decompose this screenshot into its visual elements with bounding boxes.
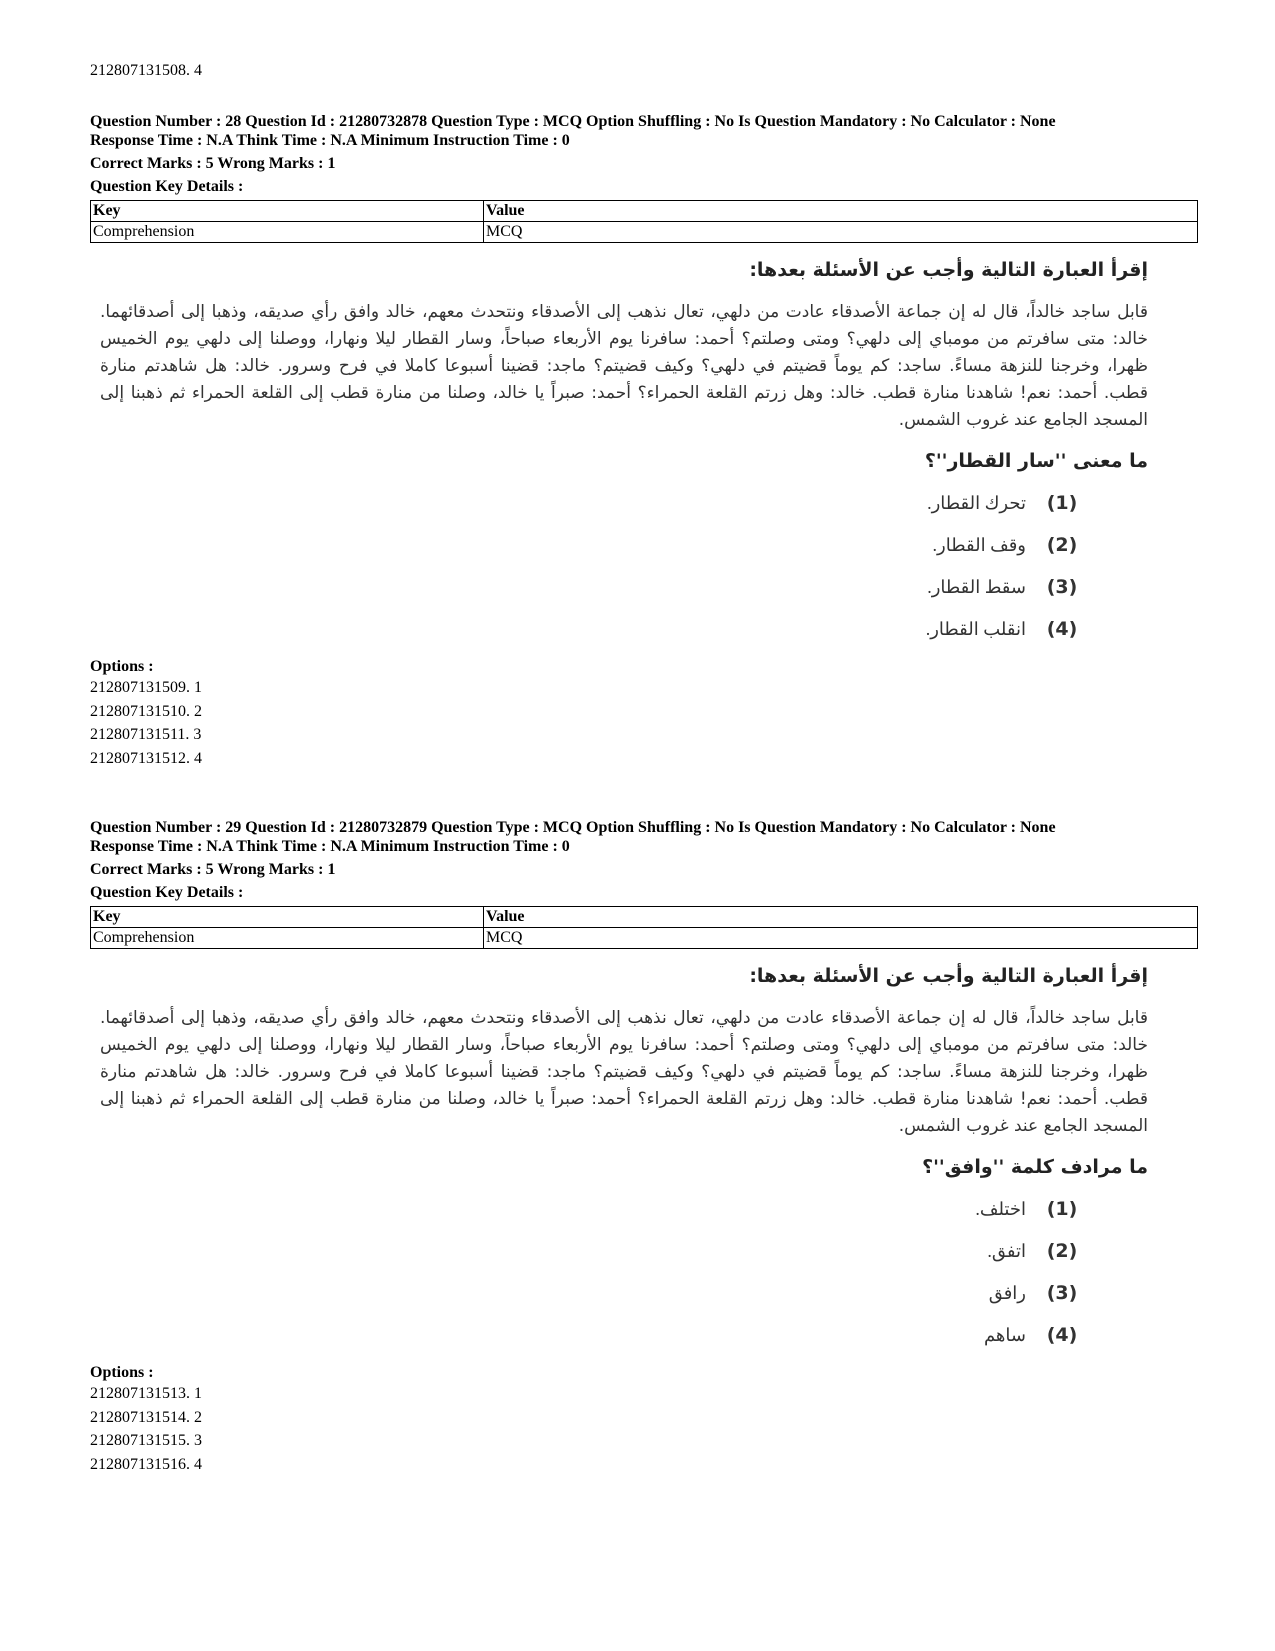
answer-option-text: اتفق. bbox=[987, 1240, 1026, 1261]
arabic-question-content bbox=[90, 965, 1148, 1178]
arabic-question-text: ما مرادف كلمة ''وافق''؟ bbox=[922, 1156, 1148, 1178]
question-block-28 bbox=[90, 112, 1198, 770]
answer-option-text: رافق bbox=[988, 1282, 1026, 1303]
arabic-instruction-heading: إقرأ العبارة التالية وأجب عن الأسئلة بعدها: bbox=[749, 259, 1148, 281]
answer-option-text: وقف القطار. bbox=[932, 534, 1026, 555]
arabic-answer-options bbox=[90, 1188, 1088, 1356]
previous-option-line: 212807131508. 4 bbox=[90, 62, 202, 79]
answer-option-text: سقط القطار. bbox=[927, 576, 1026, 597]
question-marks: Correct Marks : 5 Wrong Marks : 1 bbox=[90, 861, 336, 878]
table-row bbox=[91, 222, 1198, 243]
answer-option-number: (3) bbox=[1046, 1282, 1078, 1304]
question-meta bbox=[90, 112, 1198, 196]
answer-option-text: تحرك القطار. bbox=[927, 492, 1026, 513]
arabic-passage: قابل ساجد خالداً، قال له إن جماعة الأصدقاء عادت من دلهي، تعال نذهب إلى الأصدقاء ونتحدث معهم، خالد وافق رأي صديقه، وذهبا إلى أصدقائهما. خالد: متى سافرتم من مومباي إلى دلهي؟ ومتى وصلتم؟ أحمد: سافرنا يوم الأربعاء صباحاً، وسار القطار ليلا ونهارا، ووصلنا إلى دلهي يوم الخميس ظهرا، وخرجنا للنزهة مساءً. ساجد: كم يوماً قضيتم في دلهي؟ وكيف قضيتم؟ ماجد: قضينا أسبوعا كاملا في فرح وسرور. خالد: هل شاهدتم منارة قطب. أحمد: نعم! شاهدنا منارة قطب. خالد: وهل زرتم القلعة الحمراء؟ أحمد: صبراً يا خالد، وصلنا من منارة قطب إلى القلعة الحمراء ثم ذهبنا إلى المسجد الجامع عند غروب الشمس. bbox=[100, 302, 1148, 430]
answer-option bbox=[90, 1272, 1088, 1314]
key-details-label: Question Key Details : bbox=[90, 178, 244, 195]
answer-option bbox=[90, 524, 1088, 566]
table-header-key: Key bbox=[91, 201, 484, 222]
question-meta bbox=[90, 818, 1198, 902]
question-meta-line1: Question Number : 29 Question Id : 21280732879 Question Type : MCQ Option Shuffling : No Is Question Mandatory : No Calculator : None bbox=[90, 819, 1056, 836]
table-cell-value: MCQ bbox=[484, 928, 1198, 949]
answer-option-number: (3) bbox=[1046, 576, 1078, 598]
table-row bbox=[91, 928, 1198, 949]
question-meta-line1: Question Number : 28 Question Id : 21280732878 Question Type : MCQ Option Shuffling : No Is Question Mandatory : No Calculator : None bbox=[90, 113, 1056, 130]
question-marks: Correct Marks : 5 Wrong Marks : 1 bbox=[90, 155, 336, 172]
question-block-29 bbox=[90, 818, 1198, 1476]
table-cell-value: MCQ bbox=[484, 222, 1198, 243]
arabic-question-content bbox=[90, 259, 1148, 472]
question-meta-line2: Response Time : N.A Think Time : N.A Minimum Instruction Time : 0 bbox=[90, 132, 570, 149]
answer-option-text: انقلب القطار. bbox=[925, 618, 1026, 639]
arabic-passage: قابل ساجد خالداً، قال له إن جماعة الأصدقاء عادت من دلهي، تعال نذهب إلى الأصدقاء ونتحدث معهم، خالد وافق رأي صديقه، وذهبا إلى أصدقائهما. خالد: متى سافرتم من مومباي إلى دلهي؟ ومتى وصلتم؟ أحمد: سافرنا يوم الأربعاء صباحاً، وسار القطار ليلا ونهارا، ووصلنا إلى دلهي يوم الخميس ظهرا، وخرجنا للنزهة مساءً. ساجد: كم يوماً قضيتم في دلهي؟ وكيف قضيتم؟ ماجد: قضينا أسبوعا كاملا في فرح وسرور. خالد: هل شاهدتم منارة قطب. أحمد: نعم! شاهدنا منارة قطب. خالد: وهل زرتم القلعة الحمراء؟ أحمد: صبراً يا خالد، وصلنا من منارة قطب إلى القلعة الحمراء ثم ذهبنا إلى المسجد الجامع عند غروب الشمس. bbox=[100, 1008, 1148, 1136]
answer-option bbox=[90, 1230, 1088, 1272]
answer-option-number: (4) bbox=[1046, 618, 1078, 640]
answer-option bbox=[90, 1314, 1088, 1356]
answer-option-number: (2) bbox=[1046, 534, 1078, 556]
options-label: Options : bbox=[90, 658, 154, 675]
arabic-question-text: ما معنى ''سار القطار''؟ bbox=[924, 450, 1148, 472]
key-details-table bbox=[90, 200, 1198, 243]
answer-option bbox=[90, 566, 1088, 608]
option-id-line: 212807131513. 1 bbox=[90, 1385, 202, 1402]
answer-option bbox=[90, 608, 1088, 650]
option-id-line: 212807131511. 3 bbox=[90, 726, 202, 743]
option-id-line: 212807131512. 4 bbox=[90, 749, 202, 767]
option-id-line: 212807131516. 4 bbox=[90, 1455, 202, 1473]
answer-option-number: (2) bbox=[1046, 1240, 1078, 1262]
answer-option-text: اختلف. bbox=[975, 1198, 1026, 1219]
table-header-key: Key bbox=[91, 907, 484, 928]
table-header-row bbox=[91, 907, 1198, 928]
answer-option bbox=[90, 482, 1088, 524]
answer-option-number: (1) bbox=[1046, 492, 1078, 514]
table-header-value: Value bbox=[484, 201, 1198, 222]
option-id-line: 212807131514. 2 bbox=[90, 1408, 202, 1426]
answer-option bbox=[90, 1188, 1088, 1230]
key-details-label: Question Key Details : bbox=[90, 884, 244, 901]
option-id-line: 212807131509. 1 bbox=[90, 679, 202, 696]
table-cell-key: Comprehension bbox=[91, 928, 484, 949]
option-id-line: 212807131510. 2 bbox=[90, 702, 202, 720]
key-details-table bbox=[90, 906, 1198, 949]
table-header-row bbox=[91, 201, 1198, 222]
answer-option-text: ساهم bbox=[983, 1324, 1026, 1345]
arabic-answer-options bbox=[90, 482, 1088, 650]
answer-option-number: (1) bbox=[1046, 1198, 1078, 1220]
answer-option-number: (4) bbox=[1046, 1324, 1078, 1346]
options-label: Options : bbox=[90, 1364, 154, 1381]
table-header-value: Value bbox=[484, 907, 1198, 928]
arabic-instruction-heading: إقرأ العبارة التالية وأجب عن الأسئلة بعدها: bbox=[749, 965, 1148, 987]
table-cell-key: Comprehension bbox=[91, 222, 484, 243]
question-meta-line2: Response Time : N.A Think Time : N.A Minimum Instruction Time : 0 bbox=[90, 838, 570, 855]
option-id-line: 212807131515. 3 bbox=[90, 1432, 202, 1449]
